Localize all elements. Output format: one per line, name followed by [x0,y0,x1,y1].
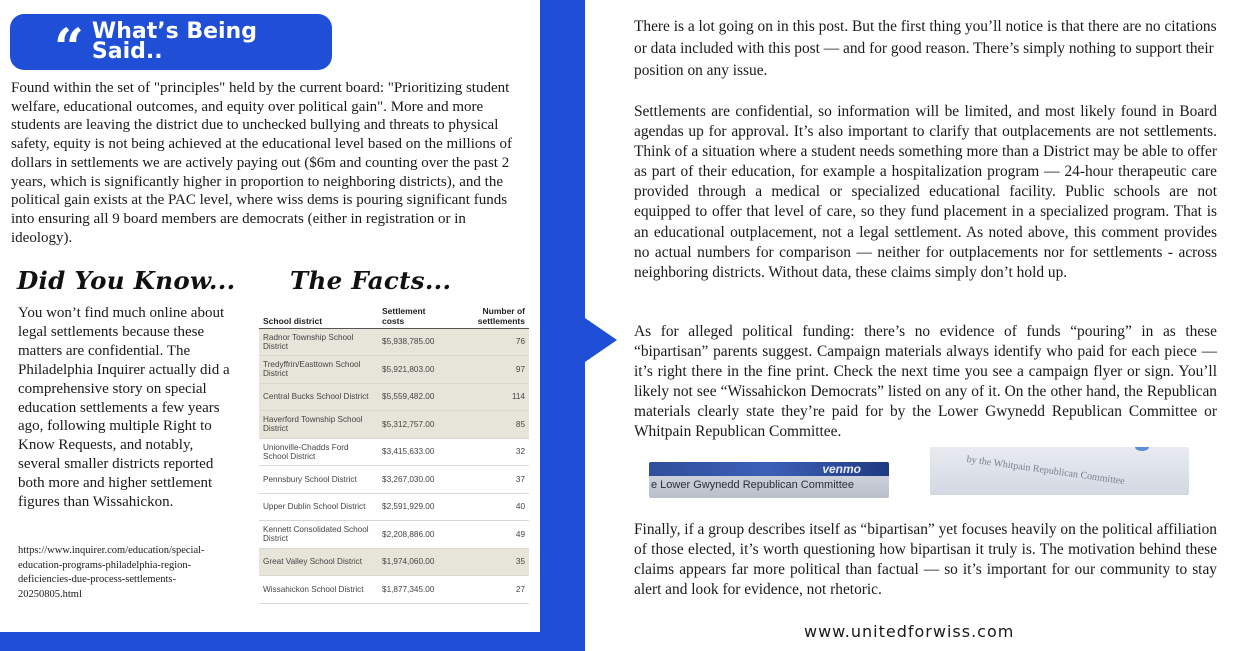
district-cell: Wissahickon School District [259,576,378,604]
district-cell: Upper Dublin School District [259,493,378,521]
did-you-know-heading: Did You Know... [17,266,236,295]
cost-cell: $3,415,633.00 [378,438,448,466]
cost-cell: $1,974,060.00 [378,548,448,576]
district-cell: Central Bucks School District [259,383,378,411]
the-facts-heading: The Facts... [290,266,452,295]
cost-cell: $2,591,929.00 [378,493,448,521]
count-cell: 85 [448,411,529,439]
district-cell: Kennett Consolidated School District [259,521,378,549]
district-cell: Tredyffrin/Easttown School District [259,356,378,384]
cost-cell: $1,877,345.00 [378,576,448,604]
district-cell: Radnor Township School District [259,328,378,356]
district-cell: Unionville-Chadds Ford School District [259,438,378,466]
column-header-costs: Settlement costs [378,298,448,328]
whitpain-flyer-image [930,447,1189,495]
response-paragraph-2: Settlements are confidential, so information will be limited, and most likely found in Board agendas up for approval. It’s also important to clarify that outplacements are not settlements. Think of a situation where a student needs something more than a District may be able to offer as part of their education, for example a hospitalization program — 24-hour therapeutic care provided through a medical or specialized educational facility. Public schools are not equipped to offer that level of care, so they fund placement in a specialized program. That is an educational outplacement, not a legal settlement. As noted above, this comment provides no actual numbers for comparison — neither for outplacements nor for settlements - across neighboring districts. Without data, these claims simply don’t hold up. [634,103,1217,281]
table-row [259,356,529,384]
cost-cell: $5,921,803.00 [378,356,448,384]
district-cell: Great Valley School District [259,548,378,576]
table-row [259,548,529,576]
response-paragraph-1: There is a lot going on in this post. But the first thing you’ll notice is that there are no citations or data included with this post — and for good reason. There’s simply nothing to support their position on any issue. [634,18,1217,79]
source-link[interactable]: https://www.inquirer.com/education/special-education-programs-philadelphia-region-deficiencies-due-process-settlements-20250805.html [18,545,205,600]
table-row [259,521,529,549]
quote-icon: “ [54,18,84,79]
table-row [259,493,529,521]
cost-cell: $5,559,482.00 [378,383,448,411]
lower-gwynedd-flyer-image [649,462,889,498]
table-row [259,438,529,466]
count-cell: 114 [448,383,529,411]
district-cell: Pennsbury School District [259,466,378,494]
count-cell: 32 [448,438,529,466]
intro-quote-text: Found within the set of "principles" held by the current board: "Prioritizing student welfare, educational outcomes, and equity over political gain". More and more students are leaving the district due to unchecked bullying and threats to physical safety, equity is not being achieved at the educational level based on the millions of dollars in settlements we are actively paying out ($6m and counting over the past 2 years, which is significantly higher in proportion to neighboring districts), and the political gain exists at the PAC level, where wiss dems is pouring significant funds into ensuring all 9 board members are democrats (either in registration or in ideology). [11,80,512,246]
count-cell: 40 [448,493,529,521]
column-header-district: School district [259,298,378,328]
district-cell: Haverford Township School District [259,411,378,439]
badge-title: What’s Being Said.. [91,19,257,64]
arrow-icon [585,318,617,362]
column-header-count: Number of settlements [448,298,529,328]
table-row [259,328,529,356]
table-header-row [259,298,529,328]
website-link[interactable]: www.unitedforwiss.com [804,622,1015,641]
table-row [259,466,529,494]
blue-divider [540,0,585,651]
venmo-logo: venmo [822,462,861,476]
settlements-table [259,298,529,604]
bottom-bar [0,632,585,651]
response-paragraph-4: Finally, if a group describes itself as “bipartisan” yet focuses heavily on the political affiliation of those elected, it’s worth questioning how bipartisan it truly is. The motivation behind these claims appears far more political than factual — so it’s important for our community to stay alert and look for evidence, not rhetoric. [634,521,1217,599]
flyer-caption: by the Whitpain Republican Committee [966,453,1126,488]
cost-cell: $3,267,030.00 [378,466,448,494]
settlements-table-wrapper [259,298,531,624]
count-cell: 35 [448,548,529,576]
cost-cell: $2,208,886.00 [378,521,448,549]
cost-cell: $5,312,757.00 [378,411,448,439]
flyer-caption: e Lower Gwynedd Republican Committee [651,479,854,491]
count-cell: 97 [448,356,529,384]
did-you-know-body: You won’t find much online about legal settlements because these matters are confidential. The Philadelphia Inquirer actually did a comprehensive story on special education settlements a few years ago, following multiple Right to Know Requests, and notably, several smaller districts reported both more and higher settlement figures than Wissahickon. [18,305,230,511]
count-cell: 27 [448,576,529,604]
social-icon [1135,447,1149,451]
table-row [259,411,529,439]
cost-cell: $5,938,785.00 [378,328,448,356]
count-cell: 76 [448,328,529,356]
table-row [259,383,529,411]
count-cell: 37 [448,466,529,494]
count-cell: 49 [448,521,529,549]
response-paragraph-3: As for alleged political funding: there’s no evidence of funds “pouring” in as these “bipartisan” parents suggest. Campaign materials always identify who paid for each piece — it’s right there in the fine print. Check the next time you see a campaign flyer or sign. You’ll likely not see “Wissahickon Democrats” listed on any of it. On the other hand, the Republican materials clearly state they’re paid for by the Lower Gwynedd Republican Committee or Whitpain Republican Committee. [634,323,1217,441]
table-row [259,576,529,604]
whats-being-said-badge [10,14,332,79]
